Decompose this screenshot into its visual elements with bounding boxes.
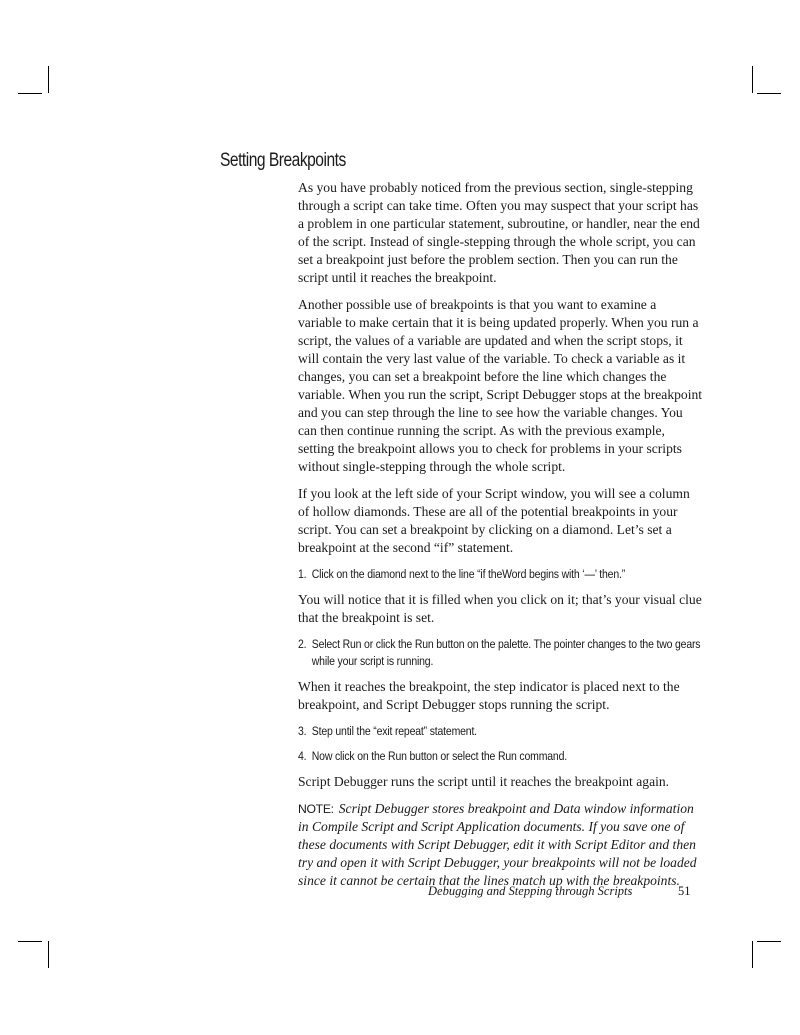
running-footer-title: Debugging and Stepping through Scripts [428,884,633,898]
step-number: 1. [298,567,307,581]
step-text: Select Run or click the Run button on the palette. The pointer changes to the two gears while your script is running. [311,637,701,668]
step-number: 4. [298,749,307,763]
step-1 [298,566,716,583]
crop-mark-top-right-v [752,66,753,93]
crop-mark-bottom-right-v [752,941,753,968]
paragraph-intro: As you have probably noticed from the previous section, single-stepping through a script can take time. Often you may suspect that your script has a problem in one particular statement, subroutine, or handler, near the end of the script. Instead of single-stepping through the whole script, you can set a breakpoint just before the problem section. Then you can run the script until it reaches the breakpoint. [298,180,700,285]
note [298,800,703,890]
crop-mark-top-left-h [18,93,42,94]
step-number: 2. [298,637,307,651]
paragraph-diamonds: If you look at the left side of your Script window, you will see a column of hollow diamonds. These are all of the potential breakpoints in your script. You can set a breakpoint by clicking on a diamond. Let’s set a breakpoint at the second “if” statement. [298,486,690,555]
section-heading: Setting Breakpoints [220,150,346,171]
step-4-result: Script Debugger runs the script until it reaches the breakpoint again. [298,774,670,789]
crop-mark-top-left-v [48,66,49,93]
step-3 [298,723,716,740]
note-label: NOTE: [298,802,334,816]
step-2-result: When it reaches the breakpoint, the step indicator is placed next to the breakpoint, and Script Debugger stops running the script. [298,679,680,712]
crop-mark-bottom-right-h [757,941,781,942]
page-number: 51 [678,884,691,898]
step-1-result: You will notice that it is filled when you click on it; that’s your visual clue that the breakpoint is set. [298,592,702,625]
crop-mark-bottom-left-h [18,941,42,942]
step-4 [298,748,716,765]
step-number: 3. [298,724,307,738]
note-text: Script Debugger stores breakpoint and Data window information in Compile Script and Script Application documents. If you save one of these documents with Script Debugger, edit it with Script Editor and then try and open it with Script Debugger, your breakpoints will not be loaded since it cannot be certain that the lines match up with the breakpoints. [298,801,697,888]
step-text: Step until the “exit repeat” statement. [311,724,477,738]
paragraph-variables: Another possible use of breakpoints is that you want to examine a variable to make certain that it is being updated properly. When you run a script, the values of a variable are updated and when the script stops, it will contain the very last value of the variable. To check a variable as it changes, you can set a breakpoint before the line which changes the variable. When you run the script, Script Debugger stops at the breakpoint and you can step through the line to see how the variable changes. You can then continue running the script. As with the previous example, setting the breakpoint allows you to check for problems in your scripts without single-stepping through the whole script. [298,297,703,474]
crop-mark-top-right-h [757,93,781,94]
step-2 [298,636,716,670]
body-text [298,179,703,890]
crop-mark-bottom-left-v [48,941,49,968]
step-text: Now click on the Run button or select the Run command. [311,749,567,763]
step-text: Click on the diamond next to the line “if theWord begins with ‘—’ then.” [311,567,626,581]
